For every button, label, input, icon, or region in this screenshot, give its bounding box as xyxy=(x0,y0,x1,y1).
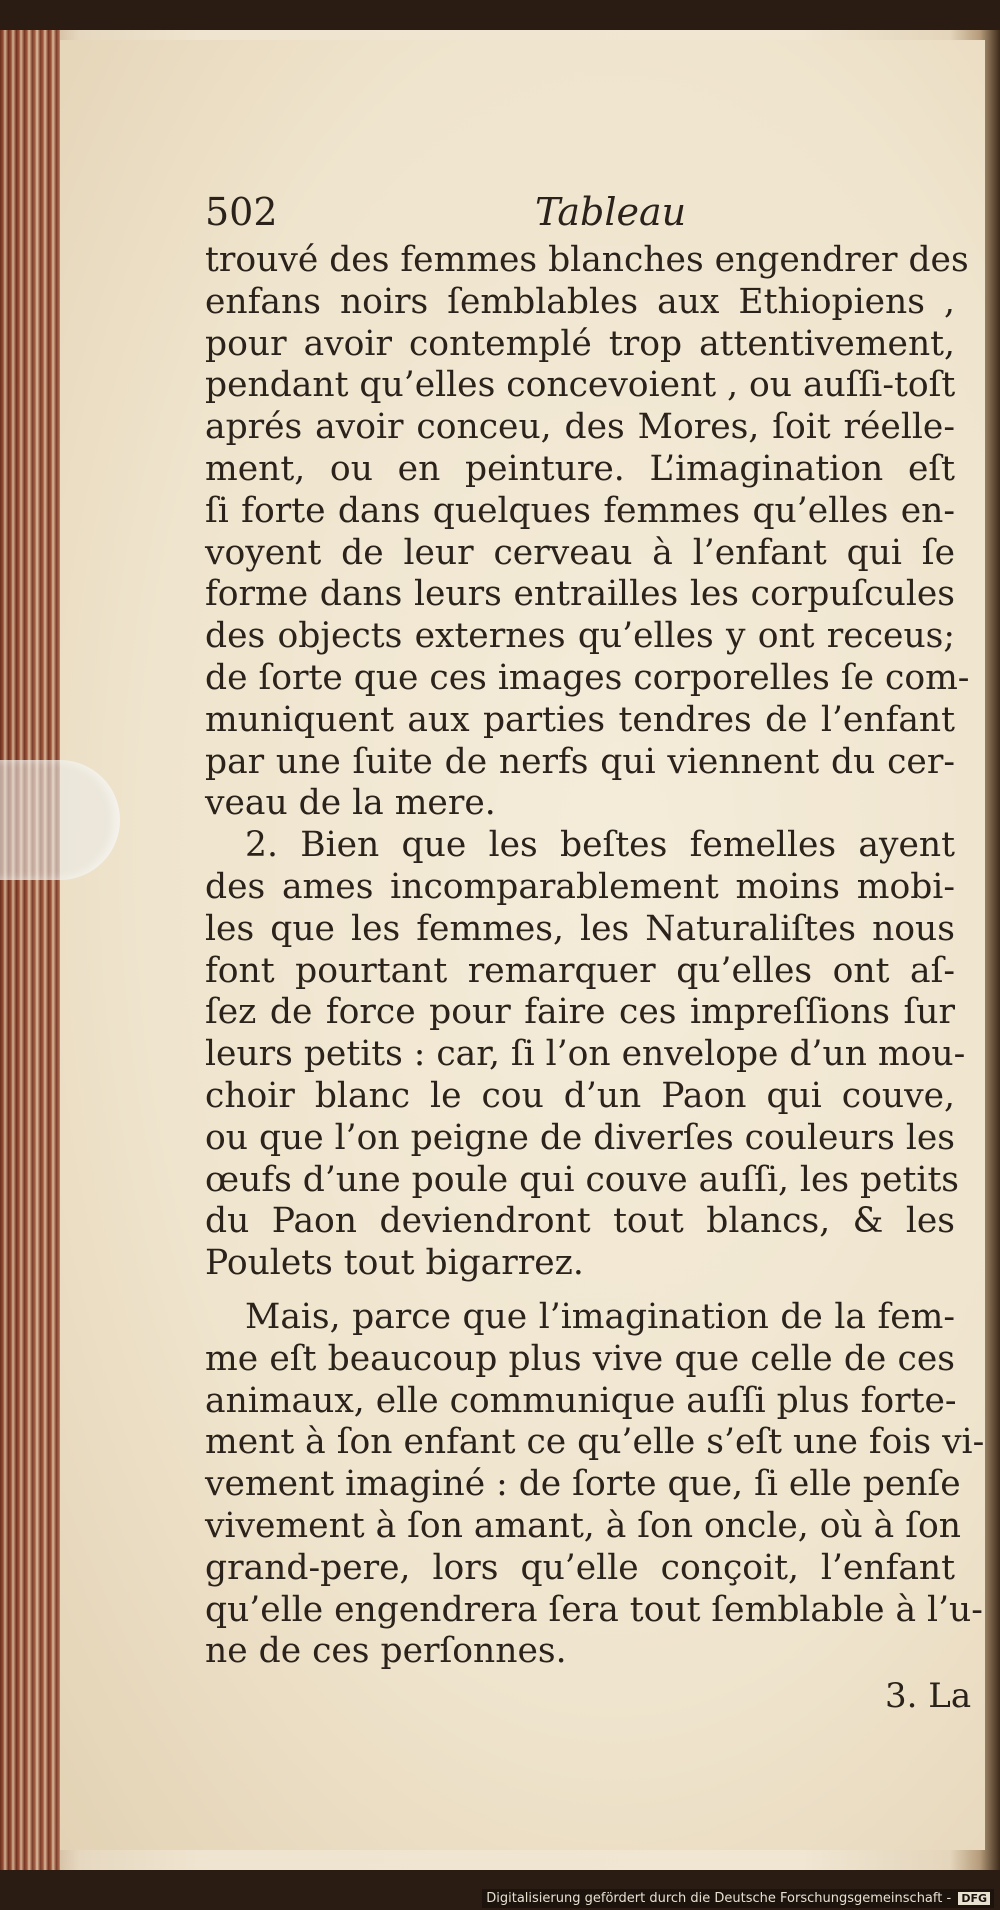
text-line: qu’elle engendrera ſera tout ſemblable à l’u- xyxy=(205,1589,983,1630)
text-line: ment, ou en peinture. L’imagination eſt xyxy=(205,448,955,489)
text-line: œufs d’une poule qui couve auſſi, les petits xyxy=(205,1159,960,1200)
text-line: pendant qu’elles concevoient , ou auſſi-toſt xyxy=(205,365,956,406)
text-line: muniquent aux parties tendres de l’enfant xyxy=(205,699,955,740)
text-line: me eſt beaucoup plus vive que celle de ces xyxy=(205,1338,955,1379)
text-line: des objects externes qu’elles y ont receus; xyxy=(205,616,955,657)
text-line: trouvé des femmes blanches engendrer des xyxy=(205,240,969,280)
text-line: enfans noirs ſemblables aux Ethiopiens , xyxy=(205,281,955,322)
text-line: Poulets tout bigarrez. xyxy=(205,1243,584,1284)
text-line: leurs petits : car, ſi l’on envelope d’un mou- xyxy=(205,1034,966,1075)
text-line: vivement à ſon amant, à ſon oncle, où à ſon xyxy=(205,1505,961,1546)
text-line: choir blanc le cou d’un Paon qui couve, xyxy=(205,1075,955,1116)
text-line: forme dans leurs entrailles les corpuſcules xyxy=(205,574,955,615)
credit-text: Digitalisierung gefördert durch die Deutsche Forschungsgemeinschaft - xyxy=(486,1891,952,1906)
page-clip xyxy=(0,760,120,880)
body-text xyxy=(205,240,985,1673)
dfg-logo: DFG xyxy=(958,1892,990,1905)
text-line: des ames incomparablement moins mobi- xyxy=(205,866,955,907)
text-line: du Paon deviendront tout blancs, & les xyxy=(205,1201,955,1242)
text-line: grand-pere, lors qu’elle conçoit, l’enfant xyxy=(205,1547,955,1588)
text-line: font pourtant remarquer qu’elles ont aſ- xyxy=(205,950,955,991)
page-header xyxy=(205,190,785,240)
text-line: aprés avoir conceu, des Mores, ſoit réelle- xyxy=(205,407,955,448)
catchword: 3. La xyxy=(885,1676,972,1716)
text-line: voyent de leur cerveau à l’enfant qui ſe xyxy=(205,532,955,573)
page-edges xyxy=(0,30,60,1870)
text-line: les que les femmes, les Naturaliſtes nous xyxy=(205,908,955,949)
page-number: 502 xyxy=(205,190,278,234)
text-line: animaux, elle communique auſſi plus forte- xyxy=(205,1380,957,1421)
text-line: ne de ces perſonnes. xyxy=(205,1631,567,1672)
text-line: veau de la mere. xyxy=(205,783,496,824)
text-line: pour avoir contemplé trop attentivement, xyxy=(205,323,955,364)
text-line: Mais, parce que l’imagination de la fem- xyxy=(245,1296,955,1337)
text-line: par une ſuite de nerfs qui viennent du cer- xyxy=(205,741,955,782)
digitization-credit xyxy=(482,1889,994,1908)
text-line: ou que l’on peigne de diverſes couleurs les xyxy=(205,1117,955,1158)
running-title: Tableau xyxy=(535,190,687,234)
text-line: ſi forte dans quelques femmes qu’elles en- xyxy=(205,490,955,531)
text-line: ment à ſon enfant ce qu’elle s’eſt une fois vi- xyxy=(205,1422,985,1463)
text-line: de ſorte que ces images corporelles ſe com- xyxy=(205,657,970,698)
text-line: ſez de force pour faire ces impreſſions ſur xyxy=(205,992,955,1033)
text-line: 2. Bien que les beſtes femelles ayent xyxy=(245,825,955,866)
text-line: vement imaginé : de ſorte que, ſi elle penſe xyxy=(205,1464,961,1505)
